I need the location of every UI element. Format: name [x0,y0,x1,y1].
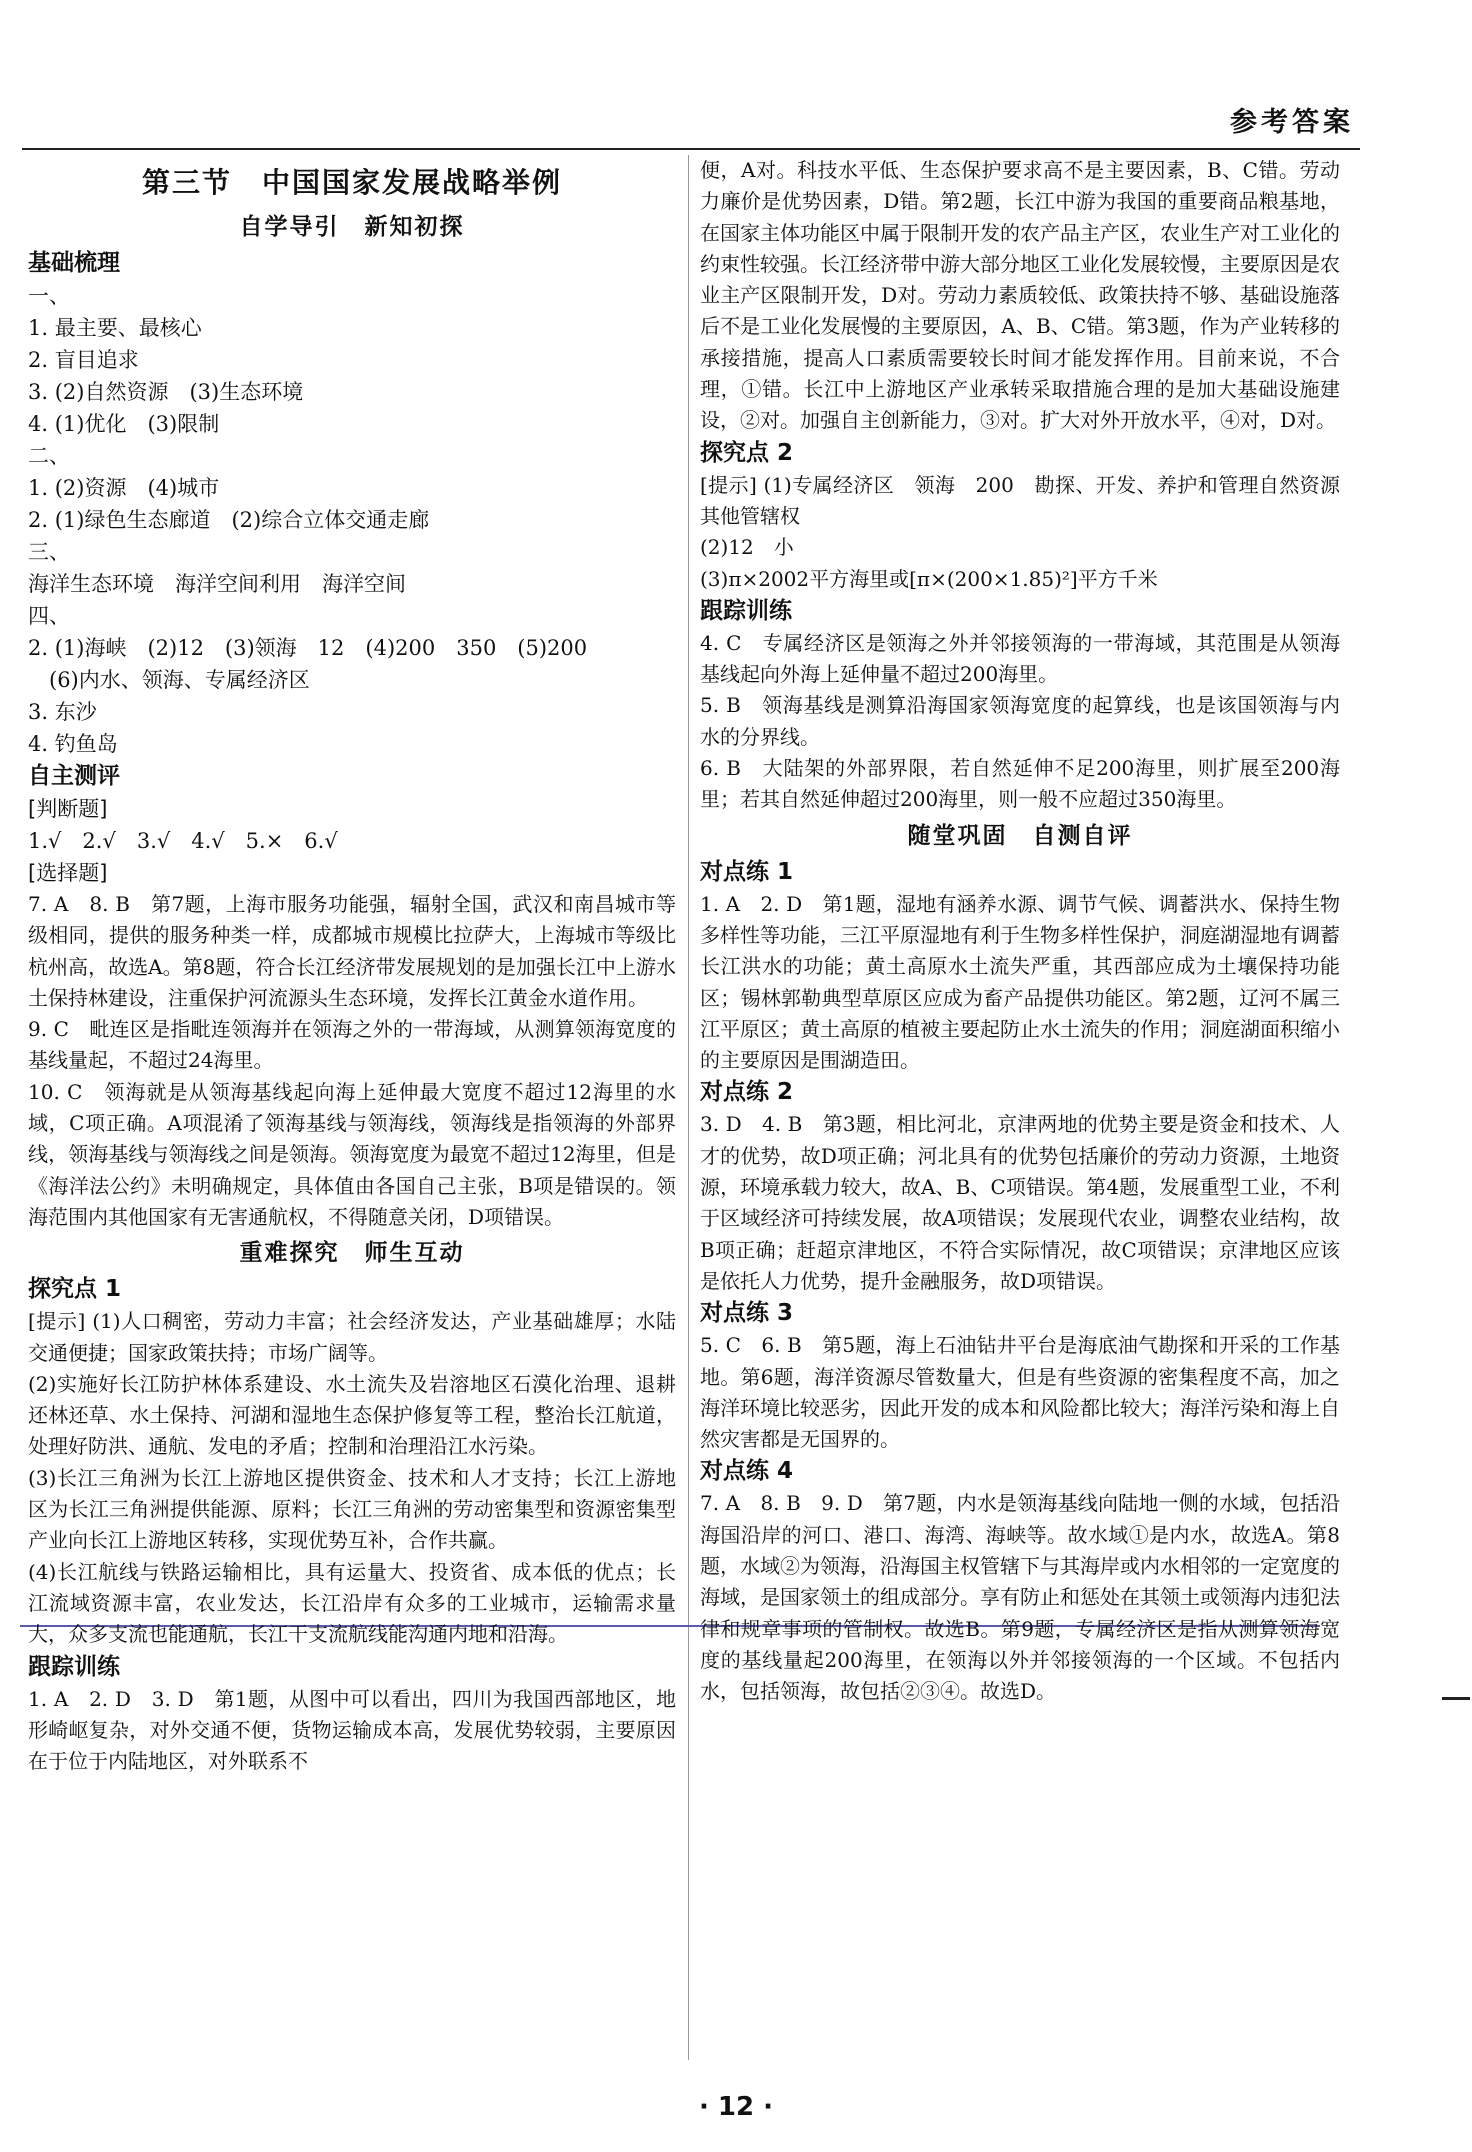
judge-answers: 1.√ 2.√ 3.√ 4.√ 5.× 6.√ [28,829,338,853]
basics-line: 2. (1)海峡 (2)12 (3)领海 12 (4)200 350 (5)200 [28,636,588,660]
explore1-answer: (3)长江三角洲为长江上游地区提供资金、技术和人才支持；长江上游地区为长江三角洲提供能源、原料；长江三角洲的劳动密集型和资源密集型产业向长江上游地区转移，实现优势互补，合作共赢。 [28,1465,676,1553]
page-header [0,100,1472,142]
basics-line: 2. (1)绿色生态廊道 (2)综合立体交通走廊 [28,508,430,532]
explore2-answer: [提示] (1)专属经济区 领海 200 勘探、开发、养护和管理自然资源 其他管辖权 [700,472,1360,528]
practice2-answer: 3. D 4. B 第3题，相比河北，京津两地的优势主要是资金和技术、人才的优势，故D项正确；河北具有的优势包括廉价的劳动力资源，土地资源，环境承载力较大，故A、B、C项错误。第4题，发展重型工业，不利于区域经济可持续发展，故A项错误；发展现代农业，调整农业结构，故B项正确；赶超京津地区，不符合实际情况，故C项错误；京津地区应该是依托人力优势，提升金融服务，故D项错误。 [700,1112,1340,1293]
basics-line: 二、 [28,444,70,468]
practice4-heading: 对点练 4 [700,1458,794,1485]
practice4-answer: 7. A 8. B 9. D 第7题，内水是领海基线向陆地一侧的水域，包括沿海国沿岸的河口、港口、海湾、海峡等。故水域①是内水，故选A。第8题，水域②为领海，沿海国主权管辖下与其海岸或内水相邻的一定宽度的海域，是国家领土的组成部分。享有防止和惩处在其领土或领海内违犯法律和规章事项的管制权。故选B。第9题，专属经济区是指从测算领海宽度的基线量起200海里，在领海以外并邻接领海的一个区域。不包括内水，包括领海，故包括②③④。故选D。 [700,1491,1340,1704]
basics-line: 3. 东沙 [28,700,97,724]
explore1-answer: [提示] (1)人口稠密，劳动力丰富；社会经济发达，产业基础雄厚；水陆交通便捷；国家政策扶持；市场广阔等。 [28,1309,676,1365]
column-divider [688,155,689,2060]
basics-list [28,280,676,760]
basics-line: 2. 盲目追求 [28,348,139,372]
track-heading-left: 跟踪训练 [28,1653,120,1680]
basics-line: 1. (2)资源 (4)城市 [28,476,220,500]
header-rule [22,148,1360,150]
practice3-answer: 5. C 6. B 第5题，海上石油钻井平台是海底油气勘探和开采的工作基地。第6题，海洋资源尽管数量大，但是有些资源的密集程度不高，加之海洋环境比较恶劣，因此开发的成本和风险都比较大；海洋污染和海上自然灾害都是无国界的。 [700,1333,1340,1452]
basics-line: 三、 [28,540,70,564]
sub-title-review: 随堂巩固 自测自评 [907,822,1133,849]
choice-answer: 7. A 8. B 第7题，上海市服务功能强，辐射全国，武汉和南昌城市等级相同，提供的服务种类一样，成都城市规模比拉萨大，上海城市等级比杭州高，故选A。第8题，符合长江经济带发展规划的是加强长江中上游水土保持林建设，注重保护河流源头生态环境，发挥长江黄金水道作用。 [28,892,676,1010]
explore2-answer: (3)π×2002平方海里或[π×(200×1.85)²]平方千米 [700,566,1158,591]
practice1-answer: 1. A 2. D 第1题，湿地有涵养水源、调节气候、调蓄洪水、保持生物多样性等功能，三江平原湿地有利于生物多样性保护，洞庭湖湿地有调蓄长江洪水的功能；黄土高原水土流失严重，其西部应成为土壤保持功能区；锡林郭勒典型草原区应成为畜产品提供功能区。第2题，辽河不属三江平原区；黄土高原的植被主要起防止水土流失的作用；洞庭湖面积缩小的主要原因是围湖造田。 [700,891,1340,1073]
judge-label: [判断题] [28,797,108,821]
choice-answer: 9. C 毗连区是指毗连领海并在领海之外的一带海域，从测算领海宽度的基线量起，不超过24海里。 [28,1017,676,1073]
explore2-heading: 探究点 2 [700,439,794,466]
basics-heading: 基础梳理 [28,250,120,276]
basics-line: 一、 [28,284,70,308]
track-answer: 1. A 2. D 3. D 第1题，从图中可以看出，四川为我国西部地区，地形崎岖复杂，对外交通不便，货物运输成本高，发展优势较弱，主要原因在于位于内陆地区，对外联系不 [28,1686,676,1774]
track-heading-right: 跟踪训练 [700,597,792,624]
continued-answer: 便，A对。科技水平低、生态保护要求高不是主要因素，B、C错。劳动力廉价是优势因素，D错。第2题，长江中游为我国的重要商品粮基地，在国家主体功能区中属于限制开发的农产品主产区，农业生产对工业化的约束性较强。长江经济带中游大部分地区工业化发展较慢，主要原因是农业主产区限制开发，D对。劳动力素质较低、政策扶持不够、基础设施落后不是工业化发展慢的主要原因，A、B、C错。第3题，作为产业转移的承接措施，提高人口素质需要较长时间才能发挥作用。目前来说，不合理，①错。长江中上游地区产业承转采取措施合理的是加大基础设施建设，②对。加强自主创新能力，③对。扩大对外开放水平，④对，D对。 [700,158,1340,433]
basics-line: 四、 [28,604,70,628]
self-eval-heading: 自主测评 [28,763,120,789]
basics-line: 1. 最主要、最核心 [28,316,202,340]
basics-line: 海洋生态环境 海洋空间利用 海洋空间 [28,572,406,596]
page-number: · 12 · [698,2092,774,2122]
sub-title-explore: 重难探究 师生互动 [239,1240,465,1267]
explore1-heading: 探究点 1 [28,1276,122,1303]
explore1-answer: (4)长江航线与铁路运输相比，具有运量大、投资省、成本低的优点；长江流域资源丰富，农业发达，长江沿岸有众多的工业城市，运输需求量大，众多支流也能通航，长江干支流航线能沟通内地和沿海。 [28,1559,676,1647]
explore1-answer: (2)实施好长江防护林体系建设、水土流失及岩溶地区石漠化治理、退耕还林还草、水土保持、河湖和湿地生态保护修复等工程，整治长江航道，处理好防洪、通航、发电的矛盾；控制和治理沿江水污染。 [28,1371,676,1459]
sub-title-self-study: 自学导引 新知初探 [239,214,465,240]
track-answer: 6. B 大陆架的外部界限，若自然延伸不足200海里，则扩展至200海里；若其自然延伸超过200海里，则一般不应超过350海里。 [700,756,1340,812]
choice-answer: 10. C 领海就是从领海基线起向海上延伸最大宽度不超过12海里的水域，C项正确。A项混淆了领海基线与领海线，领海线是指领海的外部界线，领海基线与领海线之间是领海。领海宽度为最宽不超过12海里，但是《海洋法公约》未明确规定，具体值由各国自己主张，B项是错误的。领海范围内其他国家有无害通航权，不得随意关闭，D项错误。 [28,1079,676,1229]
practice2-heading: 对点练 2 [700,1079,794,1106]
right-column [700,155,1360,1707]
basics-line: 3. (2)自然资源 (3)生态环境 [28,380,304,404]
track-answer: 5. B 领海基线是测算沿海国家领海宽度的起算线，也是该国领海与内水的分界线。 [700,693,1340,749]
left-column [28,155,676,1777]
practice1-heading: 对点练 1 [700,858,794,885]
explore2-answer: (2)12 小 [700,535,794,560]
choice-label: [选择题] [28,861,108,885]
basics-line: 4. (1)优化 (3)限制 [28,412,220,436]
track-answer: 4. C 专属经济区是领海之外并邻接领海的一带海域，其范围是从领海基线起向外海上延伸量不超过200海里。 [700,630,1340,687]
section-title: 第三节 中国国家发展战略举例 [141,166,562,199]
basics-line: 4. 钓鱼岛 [28,732,118,756]
edge-mark [1442,1697,1470,1700]
header-title: 参考答案 [1230,107,1354,138]
practice3-heading: 对点练 3 [700,1300,794,1327]
basics-line: (6)内水、领海、专属经济区 [28,668,310,692]
